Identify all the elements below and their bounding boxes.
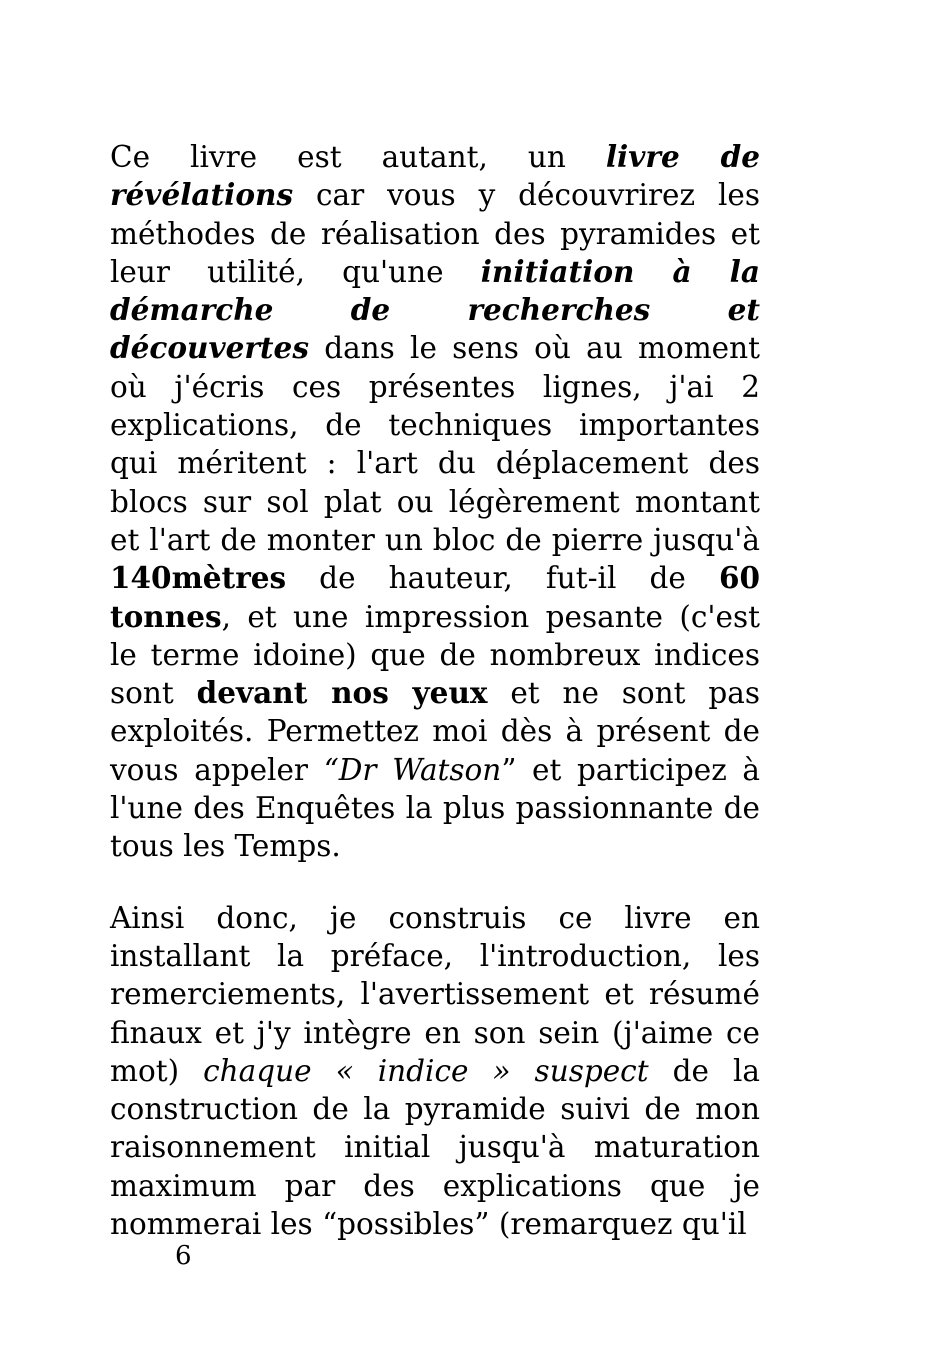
text-run: Ainsi donc, je construis ce livre en installant la préface, l'introduction, les remerciements, l'avertissement et résumé finaux et j'y intègre en son sein (j'aime ce mot) — [110, 900, 760, 1088]
paragraph-2 — [110, 899, 760, 1244]
emphasis-60-tonnes: 60 tonnes — [110, 560, 760, 634]
text-run: de hauteur, fut-il de — [286, 561, 719, 596]
page-body — [110, 138, 760, 1243]
emphasis-livre-de-revelations: livre de révélations — [110, 139, 760, 213]
text-run: dans le sens où au moment où j'écris ces présentes lignes, j'ai 2 explications, de techniques importantes qui méritent : l'art du déplacement des blocs sur sol plat ou légèrement montant et l'art de monter un bloc de pierre jusqu'à — [110, 331, 760, 557]
emphasis-devant-nos-yeux: devant nos yeux — [196, 675, 488, 711]
emphasis-140-metres: 140mètres — [110, 560, 287, 596]
emphasis-initiation: initiation à la démarche de recherches et découvertes — [110, 253, 760, 366]
page-number: 6 — [175, 1241, 192, 1271]
paragraph-1 — [110, 138, 760, 866]
text-run: de la construction de la pyramide suivi de mon raisonnement initial jusqu'à maturation maximum par des explications que je nommerai les “possibles” (remarquez qu'il — [110, 1053, 760, 1242]
emphasis-chaque-indice-suspect: chaque « indice » suspect — [203, 1053, 649, 1088]
text-run: car vous y découvrirez les méthodes de réalisation des pyramides et leur utilité, qu'une — [110, 178, 760, 289]
emphasis-dr-watson: “Dr Watson — [323, 752, 502, 787]
text-run: Ce livre est autant, un — [110, 140, 606, 174]
text-run: et ne sont pas exploités. Permettez moi dès à présent de vous appeler — [110, 676, 760, 787]
text-run: ” et participez à l'une des Enquêtes la plus passionnante de tous les Temps. — [110, 752, 760, 864]
text-run: , et une impression pesante (c'est le terme idoine) que de nombreux indices sont — [110, 599, 760, 711]
